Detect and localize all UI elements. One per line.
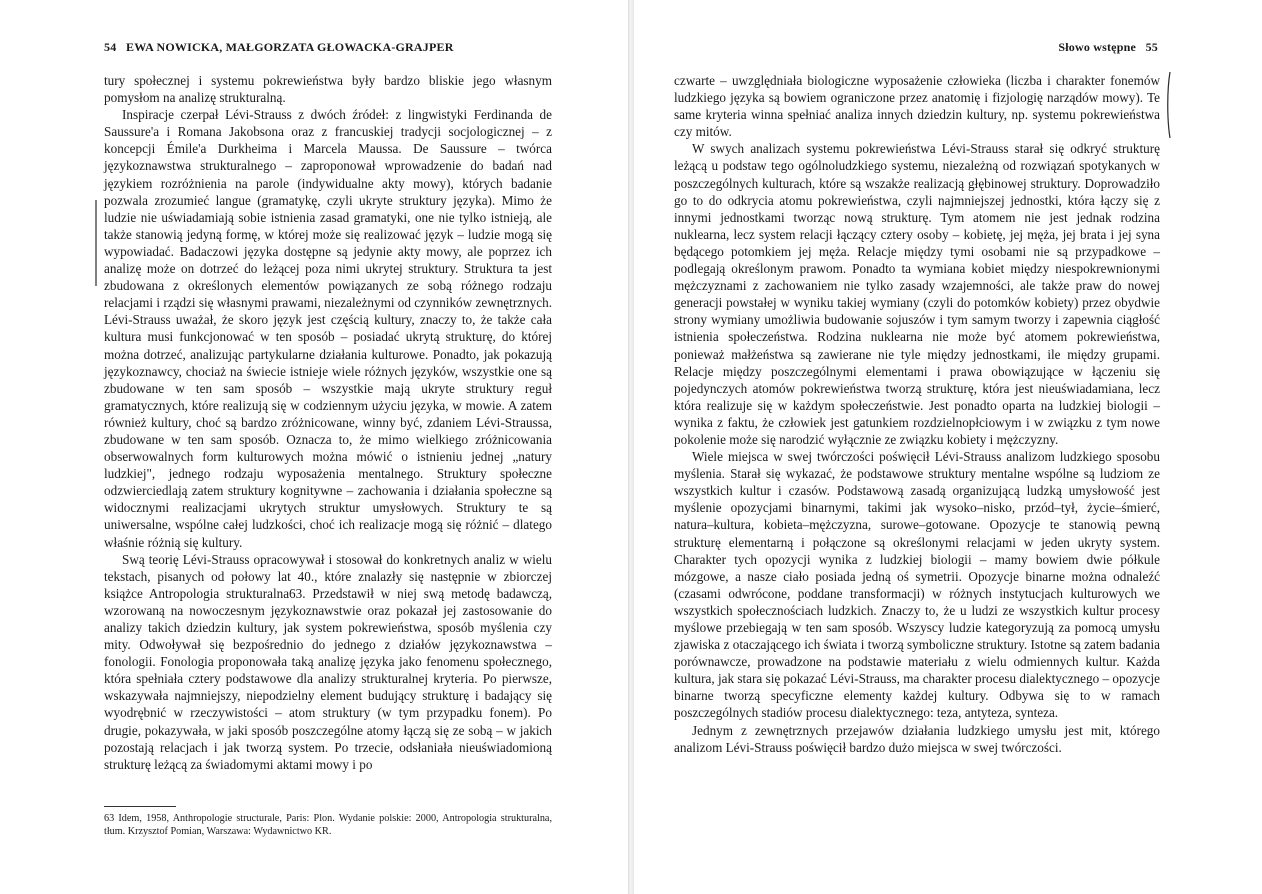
left-body-text (104, 72, 552, 773)
right-section-heading: Słowo wstępne (1058, 40, 1136, 54)
right-paragraph-1: czwarte – uwzględniała biologiczne wyposażenie człowieka (liczba i charakter fonemów ludzkiego języka są bowiem ograniczone przez anatomię i fizjologię narządów mowy). Te same kryteria winna spełniać analiza innych dziedzin kultury, np. systemu pokrewieństwa czy mitów. (674, 73, 1160, 140)
right-page-number: 55 (1145, 40, 1158, 54)
margin-bracket-mark-right (1164, 70, 1174, 140)
left-page (0, 0, 628, 894)
footnote-rule (104, 806, 176, 807)
right-page (634, 0, 1262, 894)
left-paragraph-1: tury społecznej i systemu pokrewieństwa były bardzo bliskie jego własnym pomysłom na analizę strukturalną. (104, 73, 552, 106)
right-paragraph-2: W swych analizach systemu pokrewieństwa Lévi-Strauss starał się odkryć strukturę leżącą u podstaw tego ogólnoludzkiego systemu, niezależną od rozwiązań spotykanych w poszczególnych kulturach, które są wszakże realizacją głębinowej struktury. Doprowadziło go to do odkrycia atomu pokrewieństwa, czyli najmniejszej jednostki, która łączy się z innymi jednostkami tworząc nową strukturę. Tym atomem nie jest jednak rodzina nuklearna, lecz system relacji łączący cztery osoby – kobietę, jej męża, jej brata i jej syna będącego potomkiem jej męża. Relacje między tymi osobami nie są przypadkowe – podlegają określonym prawom. Ponadto ta wymiana kobiet między niespokrewnionymi mężczyznami z zachowaniem nie tylko zasady wzajemności, ale także praw do nowej generacji powstałej w wyniku takiej wymiany (czyli do potomków kobiety) przez obydwie strony wymiany umożliwia budowanie sojuszów i tym samym tworzy i zapewnia ciągłość istnienia społeczeństwa. Rodzina nuklearna nie może być atomem pokrewieństwa, ponieważ małżeństwa są zawierane nie tyle między jednostkami, ile między grupami. Relacje między poszczególnymi elementami i prawa obowiązujące w łączeniu się pojedynczych atomów pokrewieństwa tworzą strukturę, która jest nieuświadamiana, lecz która realizuje się w każdym społeczeństwie. Jest ponadto oparta na ludzkiej biologii – wynika z faktu, że człowiek jest gatunkiem rozdzielnopłciowym i w związku z tym nowe pokolenie może się narodzić wyłącznie ze związku kobiety i mężczyzny. (674, 141, 1160, 447)
left-running-head (104, 40, 454, 55)
margin-bracket-mark (92, 198, 100, 288)
right-paragraph-4: Jednym z zewnętrznych przejawów działania ludzkiego umysłu jest mit, którego analizom Lévi-Strauss poświęcił bardzo dużo miejsca w swej twórczości. (674, 722, 1160, 755)
right-body-text (674, 72, 1160, 756)
right-running-head (1058, 40, 1158, 55)
left-author-heading: EWA NOWICKA, MAŁGORZATA GŁOWACKA-GRAJPER (126, 40, 454, 54)
left-page-number: 54 (104, 40, 117, 54)
right-paragraph-3: Wiele miejsca w swej twórczości poświęcił Lévi-Strauss analizom ludzkiego sposobu myślenia. Starał się wykazać, że podstawowe struktury mentalne wspólne są ludziom ze wszystkich kultur i czasów. Podstawową zasadą organizującą ludzką umysłowość jest myślenie opozycjami binarnymi, takimi jak wysoko–nisko, przód–tył, życie–śmierć, natura–kultura, kobieta–mężczyzna, surowe–gotowane. Opozycje te stanowią pewną strukturę elementarną i połączone są określonymi relacjami w jeden ukryty system. Charakter tych opozycji wynika z ludzkiej biologii – mamy bowiem dwie półkule mózgowe, a nasze ciało posiada jedną oś symetrii. Opozycje binarne można odnaleźć (czasami odwrócone, poddane transformacji) w różnych instytucjach kulturowych we wszystkich społecznościach ludzkich. Znaczy to, że u ludzi ze wszystkich kultur procesy myślowe przebiegają w ten sam sposób. Wszyscy ludzie kategoryzują za pomocą umysłu zjawiska z otaczającego ich świata i tworzą symboliczne struktury. Istotne są zatem badania porównawcze, prowadzone na podstawie materiału z wielu odmiennych kultur. Każda kultura, jak stara się pokazać Lévi-Strauss, ma charakter procesu dialektycznego – opozycje binarne tworzą specyficzne elementy każdej kultury. Odbywa się to w ramach poszczególnych stadiów procesu dialektycznego: teza, antyteza, synteza. (674, 449, 1160, 721)
left-paragraph-2: Inspiracje czerpał Lévi-Strauss z dwóch źródeł: z lingwistyki Ferdinanda de Saussure'a i Romana Jakobsona oraz z francuskiej tradycji socjologicznej – z koncepcji Émile'a Durkheima i Marcela Maussa. De Saussure – twórca językoznawstwa strukturalnego – zaproponował wprowadzenie do badań nad językiem rozróżnienia na parole (indywidualne akty mowy), których badanie pozwala zrozumieć langue (gramatykę, czyli ukryte struktury języka). Mimo że ludzie nie uświadamiają sobie istnienia zasad gramatyki, one nie tylko istnieją, ale także stanowią jedyną formę, w której może się realizować język – ludzie mogą się wypowiadać. Badaczowi języka dostępne są jedynie akty mowy, ale poprzez ich analizę może on dotrzeć do leżącej poza nimi ukrytej struktury. Struktura ta jest zbudowana z określonych elementów powiązanych ze sobą różnego rodzaju relacjami i rządzi się własnymi prawami, niezależnymi od czynników zewnętrznych. Lévi-Strauss uważał, że skoro język jest częścią kultury, znaczy to, że także cała kultura musi funkcjonować w ten sposób – posiadać ukrytą strukturę, do której można dotrzeć, analizując partykularne działania kulturowe. Ponadto, jak pokazują językoznawcy, chociaż na świecie istnieje wiele różnych języków, wszystkie one są zbudowane w ten sam sposób – wszystkie mają ukryte struktury reguł gramatycznych, które realizują się w codziennym użyciu języka, w mowie. A zatem również kultury, choć są bardzo zróżnicowane, winny być, zdaniem Lévi-Straussa, zbudowane w ten sam sposób. Oznacza to, że mimo wielkiego zróżnicowania obserwowalnych form kulturowych można mówić o istnieniu jednej „natury ludzkiej", jednego rodzaju wyposażenia mentalnego. Struktury społeczne odzwierciedlają zatem struktury kognitywne – zachowania i działania społeczne są widocznymi realizacjami ukrytych struktur umysłowych. Struktury te są uniwersalne, wspólne całej ludzkości, choć ich realizacje mogą się różnić – dlatego właśnie różnią się kultury. (104, 107, 552, 550)
footnote-63: 63 Idem, 1958, Anthropologie structurale, Paris: Plon. Wydanie polskie: 2000, Antropologia strukturalna, tłum. Krzysztof Pomian, Warszawa: Wydawnictwo KR. (104, 813, 552, 837)
left-paragraph-3: Swą teorię Lévi-Strauss opracowywał i stosował do konkretnych analiz w wielu tekstach, pisanych od połowy lat 40., które znalazły się następnie w zbiorczej książce Antropologia strukturalna63. Przedstawił w niej swą metodę badawczą, wzorowaną na nowoczesnym językoznawstwie oraz pokazał jej zastosowanie do analizy takich dziedzin kultury, jak system pokrewieństwa, sposób myślenia czy mity. Odwoływał się bezpośrednio do jednego z działów językoznawstwa – fonologii. Fonologia proponowała taką analizę języka jako fenomenu społecznego, która spełniała cztery podstawowe dla analizy strukturalnej kryteria. Po pierwsze, wskazywała najmniejszy, niepodzielny element budujący strukturę i badający się wyodrębnić w rzeczywistości – atom struktury (w tym przypadku fonem). Po drugie, pokazywała, w jaki sposób poszczególne atomy łączą się ze sobą – w jakich pozostają relacjach i jak tworzą system. Po trzecie, odsłaniała nieuświadomioną strukturę leżącą za świadomymi aktami mowy i po (104, 551, 552, 772)
